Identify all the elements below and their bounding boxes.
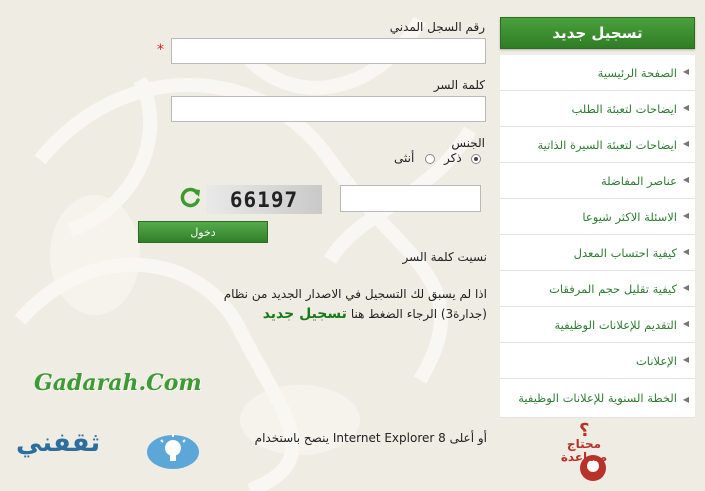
sidebar-item-label: عناصر المفاضلة — [600, 173, 677, 188]
chevron-left-icon: ◀ — [682, 138, 689, 148]
gender-female-label: أنثى — [394, 151, 415, 165]
sidebar-item-label: التقديم للإعلانات الوظيفية — [554, 317, 677, 332]
sidebar — [500, 17, 695, 418]
sidebar-item-criteria[interactable] — [500, 163, 695, 199]
lightbulb-icon — [145, 428, 201, 470]
sidebar-item-label: الصفحة الرئيسية — [597, 65, 677, 80]
required-mark: * — [157, 42, 164, 58]
need-help-text — [560, 438, 608, 464]
gender-female-radio[interactable] — [425, 154, 435, 164]
register-note-line1: اذا لم يسبق لك التسجيل في الاصدار الجديد من نظام — [223, 287, 487, 301]
sidebar-menu — [500, 55, 695, 418]
register-note-line2-row — [263, 306, 487, 322]
need-help-line1: محتاج — [566, 437, 602, 451]
chevron-left-icon: ◀ — [682, 174, 689, 184]
svg-text:؟: ؟ — [579, 420, 590, 441]
chevron-left-icon: ◀ — [682, 102, 689, 112]
gender-male-label: ذكر — [444, 151, 462, 165]
sidebar-item-home[interactable] — [500, 55, 695, 91]
chevron-left-icon: ◀ — [682, 246, 689, 256]
sidebar-item-faq[interactable] — [500, 199, 695, 235]
id-number-label: رقم السجل المدني — [389, 20, 485, 34]
login-button[interactable]: دخول — [138, 221, 268, 243]
sidebar-item-cv-guide[interactable] — [500, 127, 695, 163]
browser-recommendation: ينصح باستخدام Internet Explorer 8 أو أعلى — [254, 431, 487, 445]
need-help-line2: مساعدة — [560, 450, 608, 464]
sidebar-item-label: الإعلانات — [635, 353, 677, 368]
thaqafni-logo: ثقفني — [16, 428, 101, 458]
captcha-input[interactable] — [340, 185, 481, 212]
sidebar-item-reduce-attachments[interactable] — [500, 271, 695, 307]
sidebar-item-label: الخطة السنوية للإعلانات الوظيفية — [518, 391, 677, 405]
site-watermark: Gadarah.Com — [34, 370, 202, 396]
gender-male-radio[interactable] — [471, 154, 481, 164]
gender-label: الجنس — [451, 136, 485, 150]
captcha-image: 66197 — [206, 185, 322, 214]
sidebar-item-label: كيفية احتساب المعدل — [573, 245, 677, 260]
chevron-left-icon: ◀ — [682, 282, 689, 292]
sidebar-item-announcements[interactable] — [500, 343, 695, 379]
forgot-password-link[interactable]: نسيت كلمة السر — [402, 250, 487, 264]
chevron-left-icon: ◀ — [682, 66, 689, 76]
sidebar-item-label: الاسئلة الاكثر شيوعا — [582, 209, 677, 224]
sidebar-item-label: ايضاحات لتعبئة السيرة الذاتية — [537, 137, 677, 152]
sidebar-item-annual-plan[interactable] — [500, 379, 695, 418]
chevron-left-icon: ◀ — [682, 210, 689, 220]
refresh-captcha-icon[interactable] — [178, 186, 202, 210]
sidebar-item-gpa-calc[interactable] — [500, 235, 695, 271]
sidebar-item-label: كيفية تقليل حجم المرفقات — [549, 281, 677, 296]
chevron-left-icon: ◀ — [682, 318, 689, 328]
sidebar-item-apply-jobs[interactable] — [500, 307, 695, 343]
id-number-input[interactable] — [171, 38, 486, 64]
sidebar-item-label: ايضاحات لتعبئة الطلب — [571, 101, 677, 116]
sidebar-item-application-guide[interactable] — [500, 91, 695, 127]
register-note-line2: (جدارة3) الرجاء الضغط هنا — [350, 307, 487, 321]
password-input[interactable] — [171, 96, 486, 122]
register-new-header[interactable]: تسجيل جديد — [500, 17, 695, 49]
password-label: كلمة السر — [433, 78, 485, 92]
chevron-left-icon: ◀ — [682, 354, 689, 364]
register-new-link[interactable]: تسجيل جديد — [262, 306, 347, 322]
chevron-left-icon: ◀ — [682, 395, 689, 404]
